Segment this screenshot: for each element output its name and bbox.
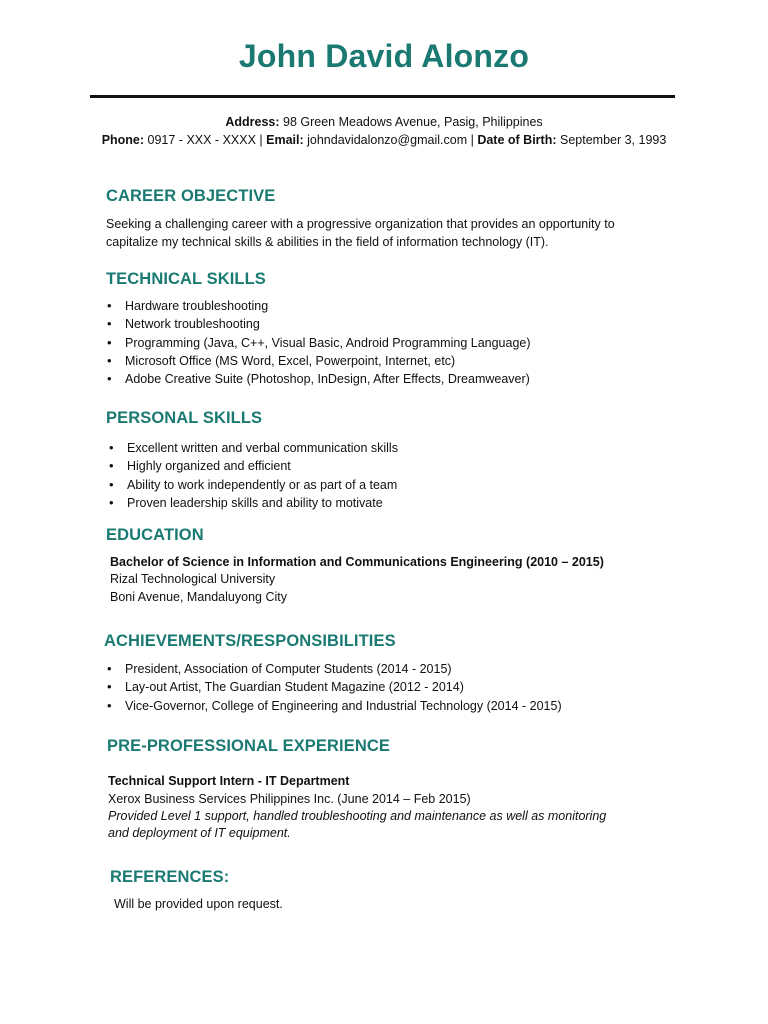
experience-company: Xerox Business Services Philippines Inc. (June 2014 – Feb 2015) (108, 792, 471, 806)
experience-title: Technical Support Intern - IT Department (108, 774, 350, 788)
list-item: • Excellent written and verbal communication skills (109, 439, 398, 457)
phone-label: Phone: (101, 133, 145, 147)
education-heading: EDUCATION (106, 526, 204, 544)
email-label: Email: (266, 133, 304, 147)
contact-address-line (0, 113, 768, 131)
list-item: • Hardware troubleshooting (107, 297, 531, 315)
experience-description-line: Provided Level 1 support, handled troubleshooting and maintenance as well as monitoring (108, 809, 607, 823)
separator: | (255, 133, 267, 147)
separator: | (467, 133, 478, 147)
phone-value: 0917 - XXX - XXXX (147, 133, 256, 147)
achievements-heading: ACHIEVEMENTS/RESPONSIBILITIES (104, 632, 396, 650)
list-item: • Lay-out Artist, The Guardian Student Magazine (2012 - 2014) (107, 678, 562, 696)
achievements-list (107, 660, 562, 715)
header-divider (90, 95, 675, 98)
dob-value: September 3, 1993 (559, 133, 667, 147)
list-item: • Proven leadership skills and ability to motivate (109, 494, 398, 512)
list-item: • Microsoft Office (MS Word, Excel, Powerpoint, Internet, etc) (107, 352, 531, 370)
address-value: 98 Green Meadows Avenue, Pasig, Philippines (283, 115, 543, 129)
experience-description-line: and deployment of IT equipment. (108, 826, 291, 840)
list-item: • Vice-Governor, College of Engineering and Industrial Technology (2014 - 2015) (107, 697, 562, 715)
personal-skills-list (109, 439, 398, 512)
career-objective-line: Seeking a challenging career with a progressive organization that provides an opportunity to (106, 217, 615, 231)
education-location: Boni Avenue, Mandaluyong City (110, 590, 287, 604)
references-heading: REFERENCES: (110, 868, 230, 886)
resume-name: John David Alonzo (238, 38, 530, 74)
list-item: • President, Association of Computer Students (2014 - 2015) (107, 660, 562, 678)
technical-skills-heading: TECHNICAL SKILLS (106, 270, 266, 288)
list-item: • Programming (Java, C++, Visual Basic, Android Programming Language) (107, 334, 531, 352)
address-label: Address: (225, 115, 280, 129)
list-item: • Adobe Creative Suite (Photoshop, InDesign, After Effects, Dreamweaver) (107, 370, 531, 388)
contact-details-line (0, 131, 768, 149)
career-objective-line: capitalize my technical skills & abilities in the field of information technology (IT). (106, 235, 549, 249)
references-text: Will be provided upon request. (114, 897, 283, 911)
list-item: • Ability to work independently or as part of a team (109, 476, 398, 494)
list-item: • Highly organized and efficient (109, 457, 398, 475)
technical-skills-list (107, 297, 531, 388)
education-school: Rizal Technological University (110, 572, 276, 586)
email-value: johndavidalonzo@gmail.com (307, 133, 468, 147)
dob-label: Date of Birth: (477, 133, 557, 147)
list-item: • Network troubleshooting (107, 315, 531, 333)
career-objective-heading: CAREER OBJECTIVE (106, 187, 276, 205)
personal-skills-heading: PERSONAL SKILLS (106, 409, 263, 427)
education-degree: Bachelor of Science in Information and Communications Engineering (2010 – 2015) (110, 555, 604, 569)
experience-heading: PRE-PROFESSIONAL EXPERIENCE (107, 737, 390, 755)
